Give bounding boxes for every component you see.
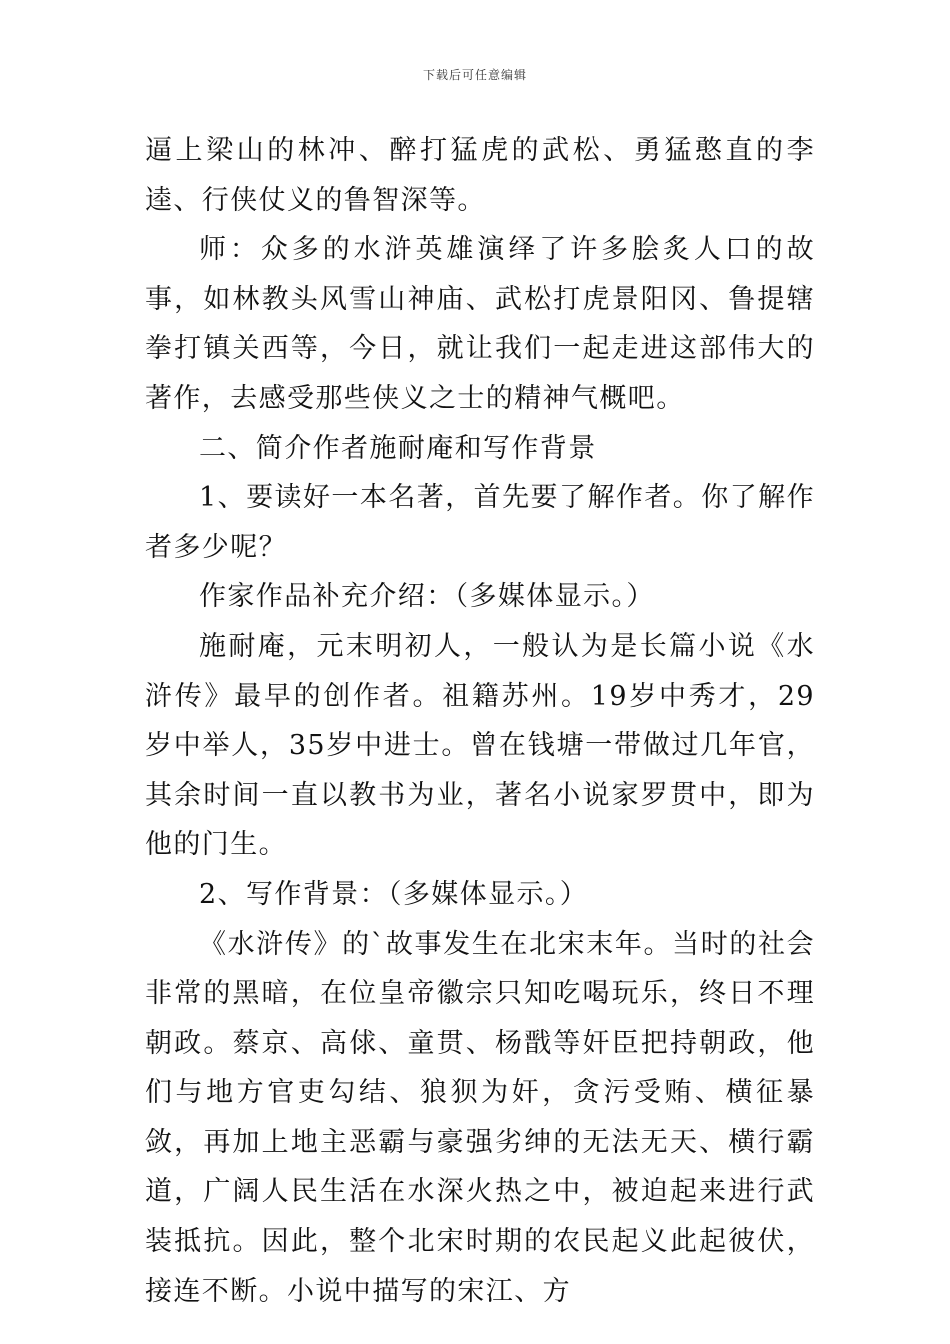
paragraph-know-author: 1、要读好一本名著，首先要了解作者。你了解作者多少呢？: [145, 482, 815, 563]
paragraph-supplement-intro: 作家作品补充介绍：（多媒体显示。）: [199, 581, 655, 613]
paragraph-teacher-intro: 师：众多的水浒英雄演绎了许多脍炙人口的故事，如林教头风雪山神庙、武松打虎景阳冈、鲁提辖拳打镇关西等，今日，就让我们一起走进这部伟大的著作，去感受那些侠义之士的精神气概吧。: [145, 234, 815, 414]
paragraph-historical-background: 《水浒传》的`故事发生在北宋末年。当时的社会非常的黑暗，在位皇帝徽宗只知吃喝玩乐，终日不理朝政。蔡京、高俅、童贯、杨戬等奸臣把持朝政，他们与地方官吏勾结、狼狈为奸，贪污受贿、横征暴敛，再加上地主恶霸与豪强劣绅的无法无天、横行霸道，广阔人民生活在水深火热之中，被迫起来进行武装抵抗。因此，整个北宋时期的农民起义此起彼伏，接连不断。小说中描写的宋江、方: [145, 928, 815, 1307]
paragraph-author-bio: 施耐庵，元末明初人，一般认为是长篇小说《水浒传》最早的创作者。祖籍苏州。19岁中秀才，29岁中举人，35岁中进士。曾在钱塘一带做过几年官，其余时间一直以教书为业，著名小说家罗贯中，即为他的门生。: [145, 630, 815, 861]
paragraph-heroes-list: 逼上梁山的林冲、醉打猛虎的武松、勇猛憨直的李逵、行侠仗义的鲁智深等。: [145, 135, 815, 216]
subheading-writing-background: 2、写作背景：（多媒体显示。）: [199, 878, 589, 910]
document-body: [145, 126, 815, 1316]
section-heading-author-background: 二、简介作者施耐庵和写作背景: [199, 432, 597, 464]
page-header-note: 下载后可任意编辑: [422, 68, 527, 82]
